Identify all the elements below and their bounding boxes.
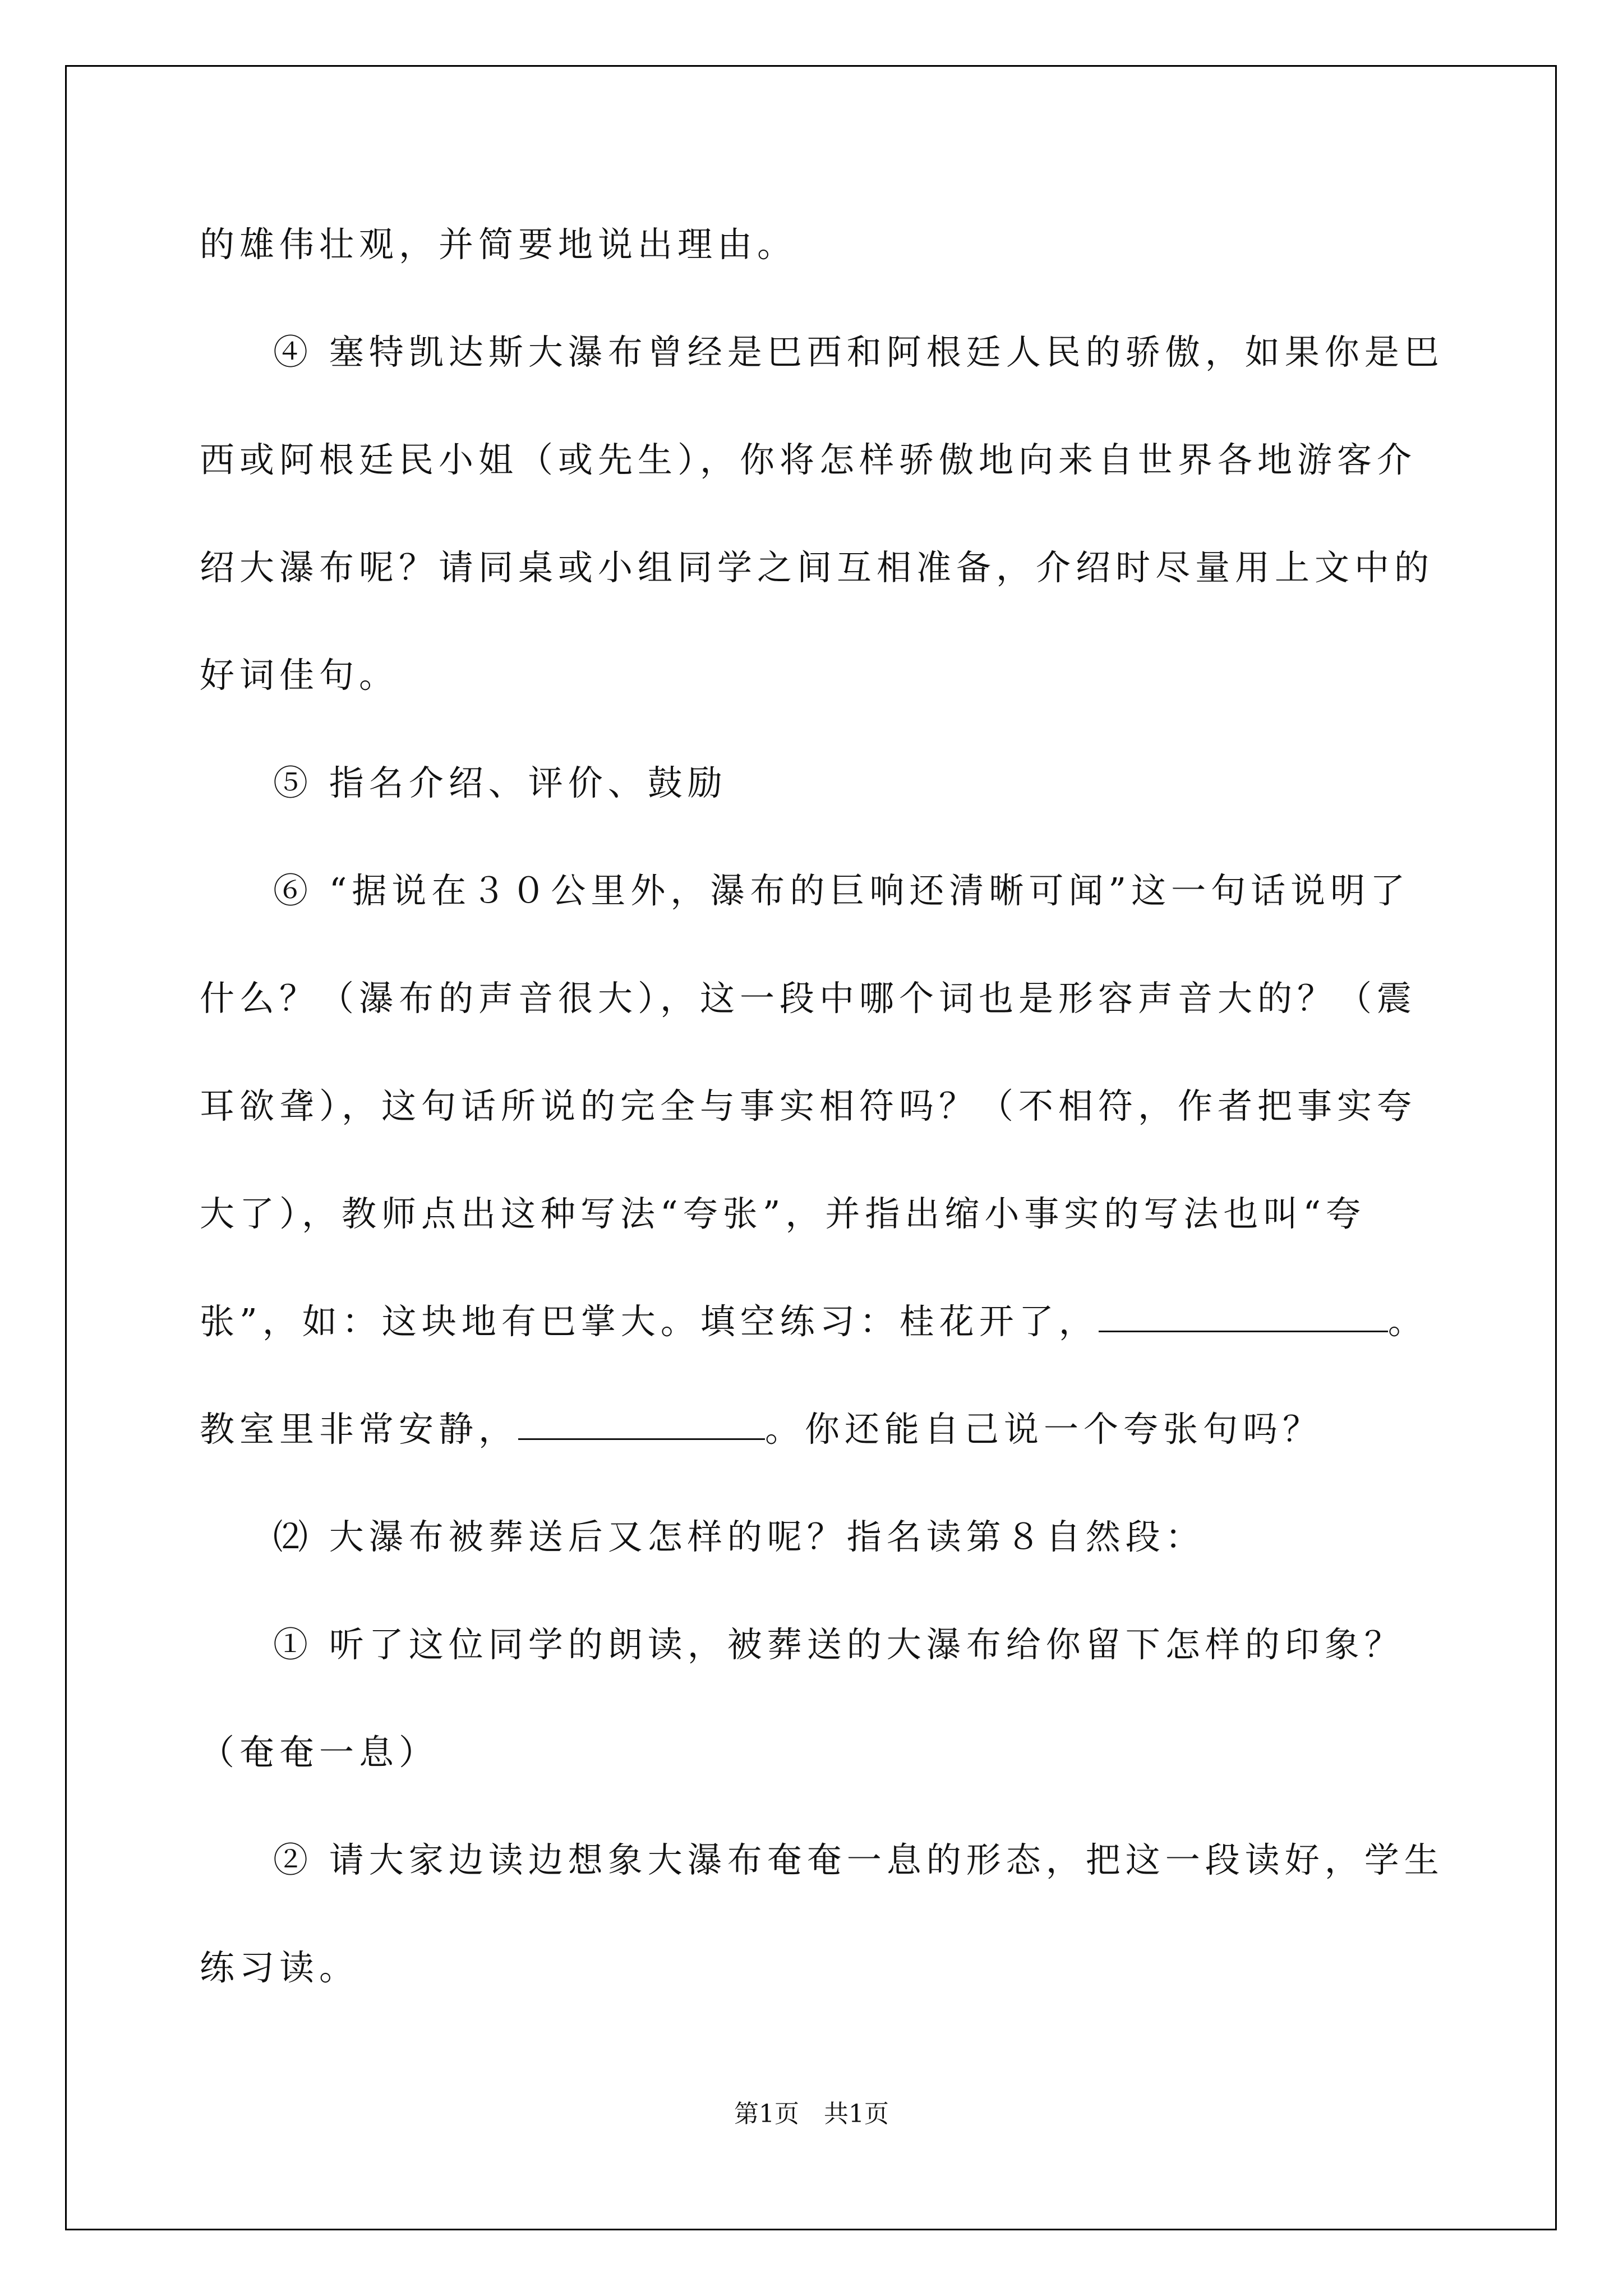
fill-blank [1099, 1331, 1388, 1332]
paragraph [200, 837, 1449, 1483]
paragraph: ① 听了这位同学的朗读，被葬送的大瀑布给你留下怎样的印象？（奄奄一息） [200, 1624, 1404, 1773]
paragraph: 的雄伟壮观，并简要地说出理由。 [200, 224, 797, 265]
paragraph: ④ 塞特凯达斯大瀑布曾经是巴西和阿根廷人民的骄傲，如果你是巴西或阿根廷民小姐（或先生），你将怎样骄傲地向来自世界各地游客介绍大瀑布呢？请同桌或小组同学之间互相准备，介绍时尽量用上文中的好词佳句。 [200, 332, 1444, 696]
fill-blank [518, 1438, 765, 1440]
paragraph-text: 。你还能自己说一个夸张句吗？ [765, 1409, 1323, 1450]
paragraph: ⑵ 大瀑布被葬送后又怎样的呢？指名读第８自然段： [273, 1516, 1205, 1557]
paragraph-text: 。教室里非常安静， [200, 1301, 1428, 1450]
paragraph: ⑤ 指名介绍、评价、鼓励 [273, 762, 727, 803]
document-body [200, 191, 1449, 2022]
paragraph-text: ⑥ “据说在３０公里外，瀑布的巨响还清晰可闻”这一句话说明了什么？（瀑布的声音很大），这一段中哪个词也是形容声音大的？（震耳欲聋），这句话所说的完全与事实相符吗？（不相符，作者把事实夸大了），教师点出这种写法“夸张”，并指出缩小事实的写法也叫“夸张”，如：这块地有巴掌大。填空练习：桂花开了， [200, 870, 1417, 1342]
paragraph: ② 请大家边读边想象大瀑布奄奄一息的形态，把这一段读好，学生练习读。 [200, 1839, 1444, 1988]
page-footer: 第1页 共1页 [734, 2100, 889, 2128]
